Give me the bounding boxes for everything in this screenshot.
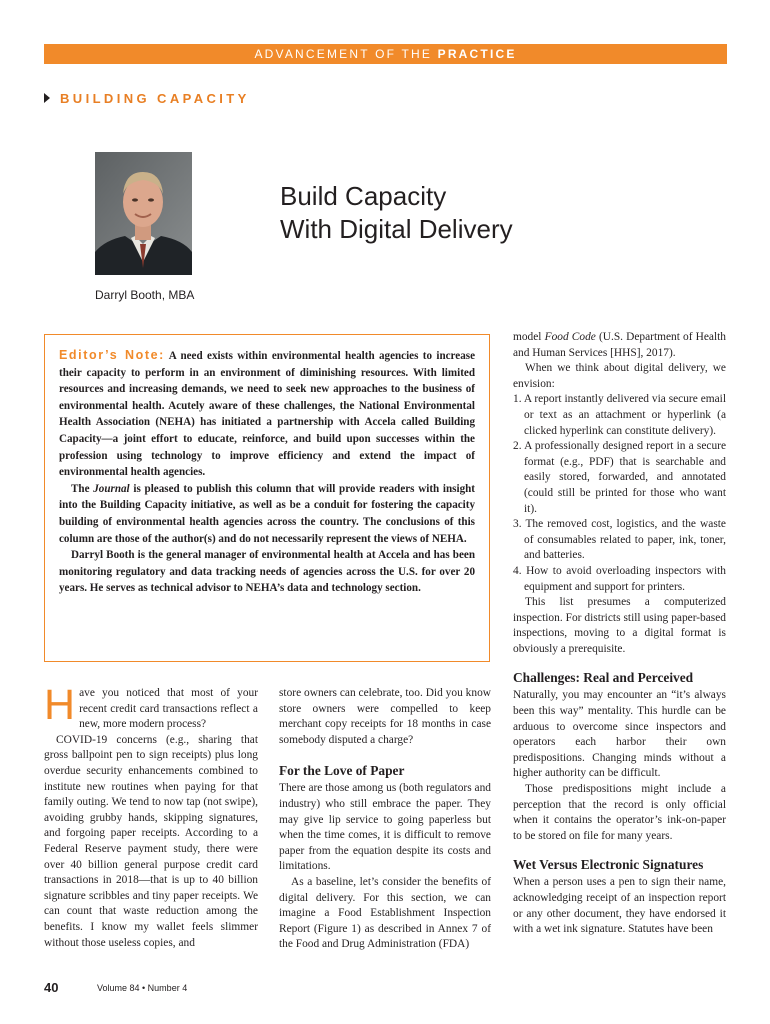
editors-note-label: Editor’s Note:: [59, 348, 165, 362]
body-paragraph: This list presumes a computerized inspection. For districts still using paper-based inspections, moving to a digital format is obviously a prerequisite.: [513, 596, 726, 655]
banner-prefix: ADVANCEMENT OF THE: [254, 47, 433, 61]
list-item: 1. A report instantly delivered via secure email or text as an attachment or hyperlink (a clicked hyperlink can constitute delivery).: [513, 393, 726, 437]
author-photo: [95, 152, 192, 275]
editors-note-paragraph-3: Darryl Booth is the general manager of environmental health at Accela and has been monitoring regulatory and data tracking needs of agencies across the U.S. for over 20 years. He serves as technical advisor to NEHA’s data and technology section.: [59, 549, 475, 595]
food-code-italic: Food Code: [544, 331, 596, 343]
title-line-2: With Digital Delivery: [280, 214, 513, 244]
body-column-3: [513, 330, 726, 938]
intro-paragraph: [44, 681, 258, 733]
body-paragraph: When we think about digital delivery, we envision:: [513, 362, 726, 390]
body-paragraph: When a person uses a pen to sign their name, acknowledging receipt of an inspection report or any other document, they have endorsed it with a wet ink signature. Statutes have been: [513, 876, 726, 936]
triangle-bullet-icon: [44, 93, 50, 103]
body-paragraph: store owners can celebrate, too. Did you know store owners were compelled to keep merchant copy receipts for 18 months in case somebody disputed a charge?: [279, 687, 491, 746]
author-portrait-image: [95, 152, 192, 275]
drop-cap: H: [44, 681, 76, 729]
food-code-post: (U.S. Department of Health and Human Services [HHS], 2017).: [513, 331, 726, 359]
editors-note-paragraph-1: [59, 347, 475, 481]
editors-note-text-2a: The: [71, 482, 90, 495]
body-column-2: [279, 686, 491, 953]
article-title: [280, 180, 580, 246]
journal-italic: Journal: [93, 482, 130, 495]
editors-note-paragraph-2: [59, 481, 475, 547]
issue-info: Volume 84 • Number 4: [97, 983, 188, 993]
list-item: 2. A professionally designed report in a secure format (e.g., PDF) that is searchable and easily stored, forwarded, and annotated (could still be printed for those who want it).: [513, 440, 726, 515]
department-banner: [44, 44, 727, 64]
digital-delivery-list: [513, 392, 726, 595]
body-paragraph: Those predispositions might include a perception that the record is only official when it contains the operator’s ink-on-paper to be stored on file for many years.: [513, 783, 726, 842]
banner-bold: PRACTICE: [437, 47, 517, 61]
subheading-signatures: Wet Versus Electronic Signatures: [513, 857, 704, 873]
intro-text: ave you noticed that most of your recent credit card transactions reflect a new, more modern process?: [79, 687, 258, 731]
subheading-love-of-paper: For the Love of Paper: [279, 763, 405, 779]
body-column-1: [44, 681, 258, 951]
section-heading: [44, 91, 250, 106]
body-paragraph: There are those among us (both regulators and industry) who still embrace the paper. They may give lip service to going paperless but when the time comes, it is difficult to remove paper from the equation despite its costs and limitations.: [279, 782, 491, 873]
title-line-1: Build Capacity: [280, 181, 447, 211]
body-paragraph: [513, 330, 726, 361]
subheading-challenges: Challenges: Real and Perceived: [513, 670, 694, 686]
body-paragraph: Naturally, you may encounter an “it’s always been this way” mentality. This hurdle can be arduous to overcome since inspectors and operators each harbor their own predispositions. Changing minds without a higher authority can be difficult.: [513, 689, 726, 780]
author-byline: Darryl Booth, MBA: [95, 288, 195, 302]
editors-note-text-1: A need exists within environmental health agencies to increase their capacity to perform in an environment of diminishing resources. With limited resources and increasing demands, we need to seek new approaches to the business of environmental health. Acutely aware of these challenges, the National Environmental Health Association (NEHA) has initiated a partnership with Accela called Building Capacity—a joint effort to educate, reinforce, and build upon successes within the profession using technology to improve efficiency and extend the impact of environmental health agencies.: [59, 350, 475, 479]
food-code-pre: model: [513, 331, 542, 343]
body-paragraph: COVID-19 concerns (e.g., sharing that gross ballpoint pen to sign receipts) plus long overdue security enhancements combined to institute new routines when paying for that family outing. We tend to now tap (not swipe), avoiding grubby hands, skipping signatures, and forgoing paper receipts. According to a Federal Reserve payment study, there were over 40 billion general purpose credit card transactions in 2018—that is up to 40 billion signature scribbles and tiny paper receipts. We can count that waste reduction among the benefits. I know my wallet feels slimmer without those useless copies, and: [44, 733, 258, 949]
page-number: 40: [44, 980, 59, 995]
section-label: BUILDING CAPACITY: [60, 91, 250, 106]
editors-note-text-2b: is pleased to publish this column that will provide readers with insight into the Building Capacity initiative, as well as be a conduit for fostering the capacity building of environmental health agencies across the country. The conclusions of this column are those of the author(s) and do not necessarily represent the views of NEHA.: [59, 482, 475, 545]
list-item: 4. How to avoid overloading inspectors with equipment and support for printers.: [513, 564, 726, 593]
body-paragraph: As a baseline, let’s consider the benefits of digital delivery. For this section, we can imagine a Food Establishment Inspection Report (Figure 1) as described in Annex 7 of the Food and Drug Administration (FDA): [279, 875, 491, 951]
list-item: 3. The removed cost, logistics, and the waste of consumables related to paper, ink, toner, and batteries.: [513, 518, 726, 562]
editors-note-box: [44, 334, 490, 662]
